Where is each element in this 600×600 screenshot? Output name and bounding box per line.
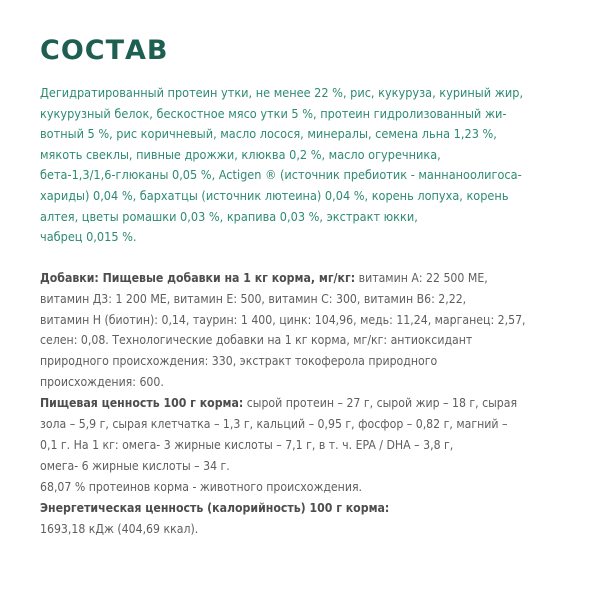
nutrition-text-segment: сырой протеин – 27 г, сырой жир – 18 г, сырая bbox=[243, 396, 518, 411]
composition-line: алтея, цветы ромашки 0,03 %, крапива 0,03 %, экстракт юкки, bbox=[40, 208, 418, 224]
composition-line: хариды) 0,04 %, бархатцы (источник лютеина) 0,04 %, корень лопуха, корень bbox=[40, 187, 509, 203]
nutrition-line: 0,1 г. На 1 кг: омега- 3 жирные кислоты – 7,1 г, в т. ч. EPA / DHA – 3,8 г, bbox=[40, 438, 454, 452]
energy-label: Энергетическая ценность (калорийность) 100 г корма: bbox=[40, 500, 390, 515]
page-title: СОСТАВ bbox=[40, 35, 169, 66]
nutrition-line: зола – 5,9 г, сырая клетчатка – 1,3 г, кальций – 0,95 г, фосфор – 0,82 г, магний – bbox=[40, 417, 508, 432]
additives-line bbox=[40, 268, 572, 289]
additives-line: происхождения: 600. bbox=[40, 375, 164, 390]
nutrition-line bbox=[40, 393, 572, 414]
composition-line: мякоть свеклы, пивные дрожжи, клюква 0,2 %, масло огуречника, bbox=[40, 146, 441, 162]
animal-protein-line: 68,07 % протеинов корма - животного происхождения. bbox=[40, 479, 363, 494]
nutrition-label: Пищевая ценность 100 г корма: bbox=[40, 396, 244, 411]
composition-line: кукурузный белок, бескостное мясо утки 5 %, протеин гидролизованный жи- bbox=[40, 105, 507, 121]
additives-line: природного происхождения: 330, экстракт токоферола природного bbox=[40, 354, 438, 369]
additives-line: витамин Н (биотин): 0,14, таурин: 1 400, цинк: 104,96, медь: 11,24, марганец: 2,57, bbox=[40, 312, 526, 327]
energy-line bbox=[40, 498, 572, 519]
additives-line: селен: 0,08. Технологические добавки на 1 кг корма, мг/кг: антиоксидант bbox=[40, 333, 473, 348]
additives-label: Добавки: Пищевые добавки на 1 кг корма, мг/кг: bbox=[40, 270, 356, 285]
composition-line: чабрец 0,015 %. bbox=[40, 229, 137, 245]
composition-line: бета-1,3/1,6-глюканы 0,05 %, Actigen ® (источник пребиотик - маннаноолигоса- bbox=[40, 167, 522, 183]
energy-value-line: 1693,18 кДж (404,69 ккал). bbox=[40, 521, 199, 536]
composition-line: вотный 5 %, рис коричневый, масло лосося, минералы, семена льна 1,23 %, bbox=[40, 126, 497, 142]
additives-line: витамин Д3: 1 200 МЕ, витамин Е: 500, витамин С: 300, витамин В6: 2,22, bbox=[40, 291, 467, 306]
composition-text bbox=[40, 83, 572, 248]
composition-line: Дегидратированный протеин утки, не менее 22 %, рис, кукуруза, куриный жир, bbox=[40, 85, 524, 100]
additives-text bbox=[40, 268, 572, 540]
nutrition-line: омега- 6 жирные кислоты – 34 г. bbox=[40, 458, 230, 473]
additives-text-segment: витамин А: 22 500 МЕ, bbox=[355, 270, 488, 285]
